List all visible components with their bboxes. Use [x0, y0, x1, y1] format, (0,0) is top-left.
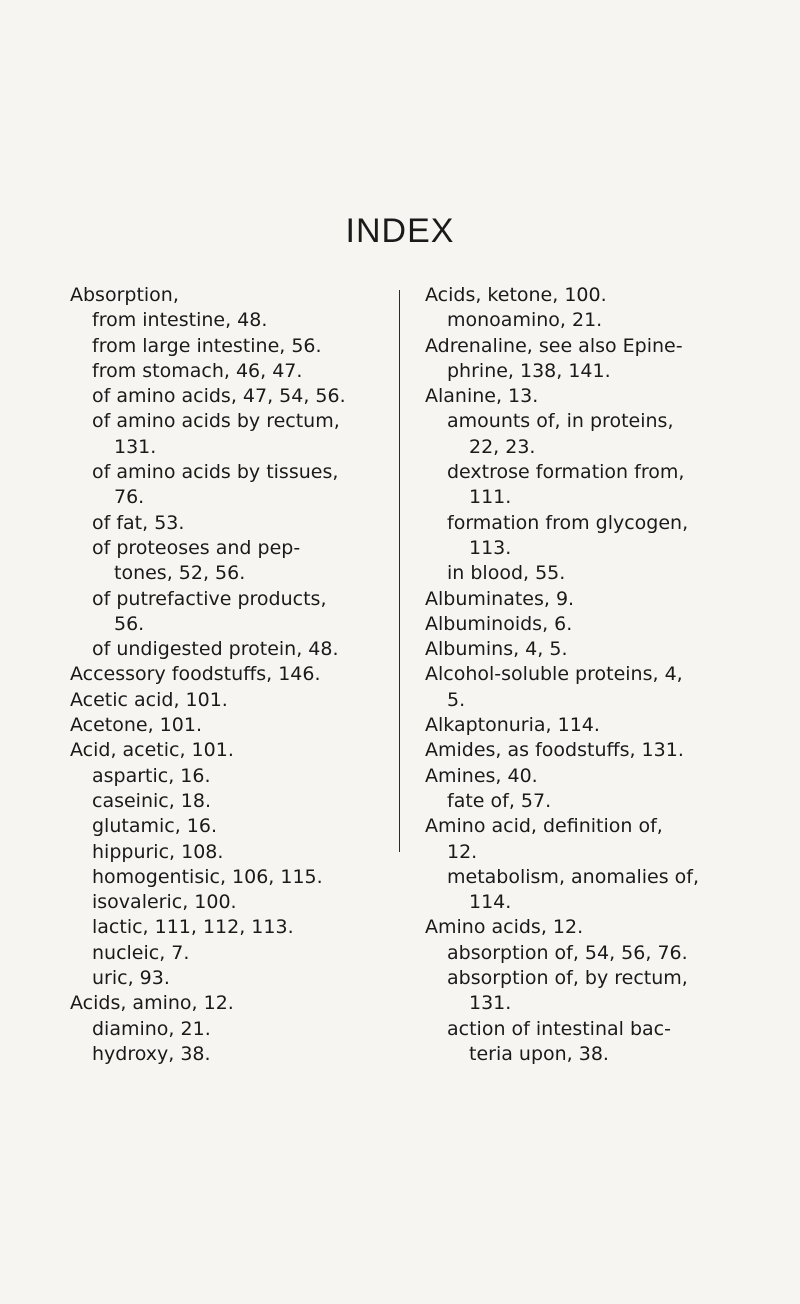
index-subentry: absorption of, by rectum,	[447, 967, 688, 990]
index-subentry: hippuric, 108.	[92, 840, 224, 863]
index-subentry: in blood, 55.	[447, 562, 566, 585]
index-entry: Amino acids, 12.	[425, 916, 584, 939]
index-continuation: 114.	[469, 891, 512, 914]
index-continuation: 131.	[469, 992, 512, 1015]
index-subentry: of fat, 53.	[92, 511, 185, 534]
index-subentry: diamino, 21.	[92, 1017, 211, 1040]
index-subentry: from stomach, 46, 47.	[92, 359, 303, 382]
column-divider	[399, 290, 400, 852]
index-entry: Amides, as foodstuffs, 131.	[425, 739, 684, 762]
index-entry: Albuminoids, 6.	[425, 612, 573, 635]
index-entry: Acids, amino, 12.	[70, 992, 234, 1015]
index-entry: Acid, acetic, 101.	[70, 739, 234, 762]
index-continuation: 76.	[114, 486, 145, 509]
index-subentry: lactic, 111, 112, 113.	[92, 916, 294, 939]
index-entry: Amines, 40.	[425, 764, 538, 787]
index-subentry: uric, 93.	[92, 967, 170, 990]
index-subentry: isovaleric, 100.	[92, 891, 237, 914]
index-subentry: dextrose formation from,	[447, 461, 685, 484]
index-subentry: fate of, 57.	[447, 789, 552, 812]
index-entry: Accessory foodstuffs, 146.	[70, 663, 321, 686]
index-continuation: 131.	[114, 435, 157, 458]
index-subentry: formation from glycogen,	[447, 511, 689, 534]
index-subentry: of amino acids by tissues,	[92, 461, 339, 484]
index-subentry: of proteoses and pep-	[92, 536, 301, 559]
index-continuation: 22, 23.	[469, 435, 536, 458]
index-subentry: of putrefactive products,	[92, 587, 327, 610]
index-subentry: nucleic, 7.	[92, 941, 190, 964]
index-continuation: tones, 52, 56.	[114, 562, 246, 585]
index-subentry: action of intestinal bac-	[447, 1017, 671, 1040]
index-subentry: from intestine, 48.	[92, 309, 268, 332]
page-title: INDEX	[345, 212, 455, 250]
index-continuation: 113.	[469, 536, 512, 559]
index-subentry: amounts of, in proteins,	[447, 410, 674, 433]
index-subentry: monoamino, 21.	[447, 309, 603, 332]
index-continuation: 56.	[114, 612, 145, 635]
index-column-left	[70, 283, 388, 1067]
index-continuation: 111.	[469, 486, 512, 509]
index-subentry: 12.	[447, 840, 478, 863]
index-entry: Albuminates, 9.	[425, 587, 575, 610]
index-entry: Absorption,	[70, 284, 179, 306]
index-subentry: from large intestine, 56.	[92, 334, 322, 357]
index-subentry: homogentisic, 106, 115.	[92, 865, 323, 888]
index-entry: Amino acid, definition of,	[425, 815, 663, 838]
index-subentry: phrine, 138, 141.	[447, 359, 611, 382]
index-entry: Alcohol-soluble proteins, 4,	[425, 663, 683, 686]
index-subentry: aspartic, 16.	[92, 764, 211, 787]
index-entry: Acids, ketone, 100.	[425, 284, 607, 306]
index-entry: Alanine, 13.	[425, 385, 539, 408]
index-subentry: absorption of, 54, 56, 76.	[447, 941, 688, 964]
index-subentry: of amino acids by rectum,	[92, 410, 340, 433]
index-subentry: of undigested protein, 48.	[92, 638, 339, 661]
index-subentry: glutamic, 16.	[92, 815, 218, 838]
index-entry: Albumins, 4, 5.	[425, 638, 568, 661]
index-entry: Adrenaline, see also Epine-	[425, 334, 683, 357]
index-entry: Acetic acid, 101.	[70, 688, 228, 711]
index-subentry: metabolism, anomalies of,	[447, 865, 700, 888]
index-subentry: hydroxy, 38.	[92, 1042, 211, 1065]
index-column-right	[425, 283, 737, 1067]
index-entry: Alkaptonuria, 114.	[425, 714, 600, 737]
index-subentry: of amino acids, 47, 54, 56.	[92, 385, 346, 408]
index-continuation: teria upon, 38.	[469, 1042, 609, 1065]
index-subentry: 5.	[447, 688, 466, 711]
index-subentry: caseinic, 18.	[92, 789, 212, 812]
index-entry: Acetone, 101.	[70, 714, 202, 737]
